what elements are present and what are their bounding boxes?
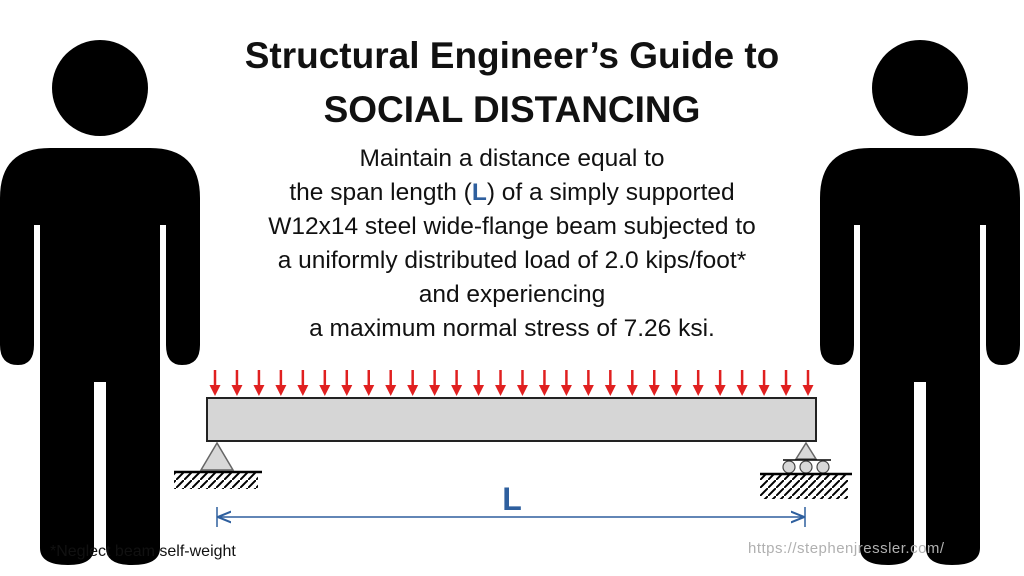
load-arrow <box>605 370 616 396</box>
load-arrow <box>737 370 748 396</box>
load-arrow <box>473 370 484 396</box>
website-credit: https://stephenjressler.com/ <box>748 540 945 557</box>
description-line-3: W12x14 steel wide-flange beam subjected to <box>268 213 756 240</box>
load-arrow <box>231 370 242 396</box>
title-line-1: Structural Engineer’s Guide to <box>244 35 780 76</box>
load-arrow <box>341 370 352 396</box>
description-line-6: a maximum normal stress of 7.26 ksi. <box>309 315 715 342</box>
load-arrow <box>407 370 418 396</box>
description-line-1: Maintain a distance equal to <box>359 145 665 172</box>
load-arrow <box>693 370 704 396</box>
description-line-4: a uniformly distributed load of 2.0 kips/foot* <box>277 247 747 274</box>
load-arrow <box>781 370 792 396</box>
steel-beam <box>207 398 816 441</box>
load-arrow <box>297 370 308 396</box>
load-arrow <box>429 370 440 396</box>
footnote: *Neglect beam self-weight <box>50 543 236 560</box>
load-arrow <box>803 370 814 396</box>
load-arrow <box>583 370 594 396</box>
title-line-2: SOCIAL DISTANCING <box>323 89 701 130</box>
load-arrow <box>495 370 506 396</box>
load-arrow <box>671 370 682 396</box>
load-arrow <box>275 370 286 396</box>
distributed-load-arrows <box>210 370 814 396</box>
load-arrow <box>561 370 572 396</box>
description-line-2-end: ) of a simply supported <box>486 179 735 206</box>
load-arrow <box>451 370 462 396</box>
load-arrow <box>627 370 638 396</box>
load-arrow <box>363 370 374 396</box>
span-length-label: L <box>502 481 522 517</box>
pin-support <box>174 443 262 489</box>
load-arrow <box>517 370 528 396</box>
load-arrow <box>539 370 550 396</box>
description-line-2-start: the span length ( <box>289 179 472 206</box>
roller-support <box>760 443 852 499</box>
load-arrow <box>715 370 726 396</box>
span-length-symbol: L <box>471 179 487 206</box>
load-arrow <box>649 370 660 396</box>
load-arrow <box>210 370 221 396</box>
load-arrow <box>253 370 264 396</box>
description-line-5: and experiencing <box>418 281 606 308</box>
load-arrow <box>759 370 770 396</box>
load-arrow <box>319 370 330 396</box>
load-arrow <box>385 370 396 396</box>
